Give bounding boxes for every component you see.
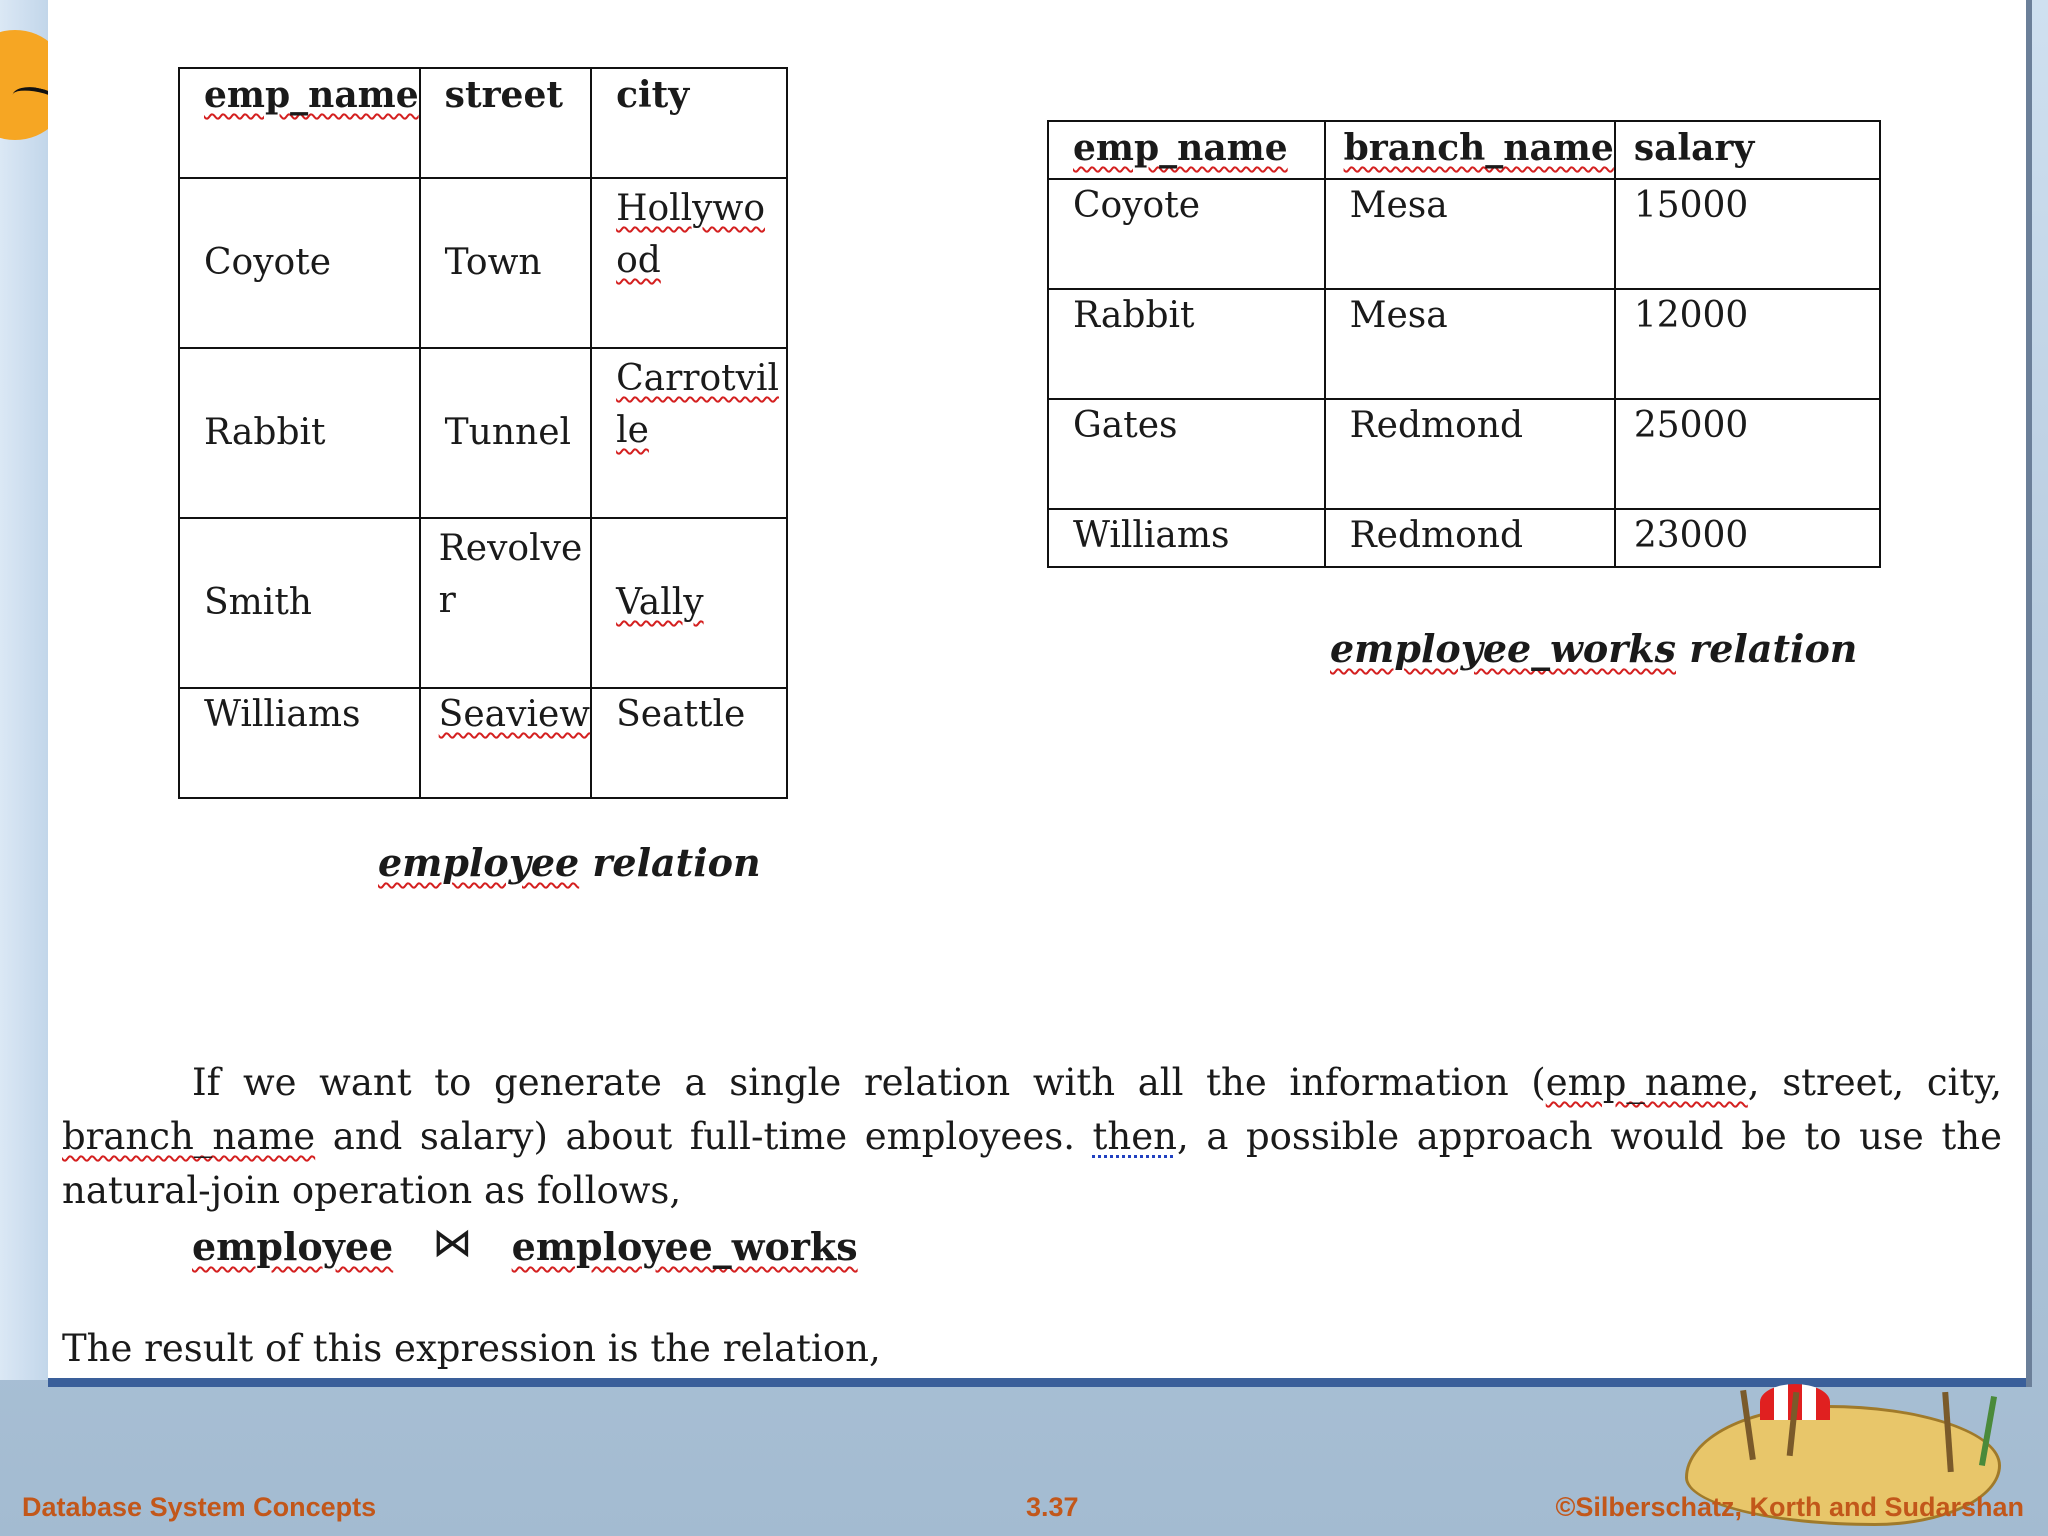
expression-right-operand: employee_works — [511, 1224, 858, 1269]
table-cell: Mesa — [1325, 289, 1615, 399]
page-bottom-rule — [48, 1378, 2026, 1387]
natural-join-icon: ⋈ — [432, 1220, 473, 1266]
column-header: branch_name — [1325, 121, 1615, 179]
table-cell: Hollywood — [591, 178, 787, 348]
table-cell: Town — [420, 178, 591, 348]
table-row — [1048, 289, 1880, 399]
column-header: city — [591, 68, 787, 178]
table-cell: Williams — [1048, 509, 1325, 567]
table-row — [1048, 179, 1880, 289]
table-cell: Revolver — [420, 518, 591, 688]
table-row — [1048, 509, 1880, 567]
column-header: emp_name — [1048, 121, 1325, 179]
table-cell: Seattle — [591, 688, 787, 798]
employee-works-table — [1047, 120, 1881, 568]
column-header: emp_name — [179, 68, 420, 178]
table-cell: Rabbit — [1048, 289, 1325, 399]
table-header-row — [1048, 121, 1880, 179]
table-cell: Smith — [179, 518, 420, 688]
table-cell: Vally — [591, 518, 787, 688]
table-cell: Seaview — [420, 688, 591, 798]
footer-copyright: ©Silberschatz, Korth and Sudarshan — [1555, 1492, 2024, 1522]
table-cell: 12000 — [1615, 289, 1880, 399]
table-cell: Williams — [179, 688, 420, 798]
footer-slide-number: 3.37 — [1026, 1492, 1079, 1522]
body-paragraph: If we want to generate a single relation with all the information (emp_name, street, city, branch_name and salary) about full-time employees. then, a possible approach would be to use the natural-join operation as follows, — [62, 1061, 2002, 1212]
caption-relation-name: employee_works — [1330, 626, 1676, 671]
table-row — [1048, 399, 1880, 509]
table-cell: 15000 — [1615, 179, 1880, 289]
table-cell: Redmond — [1325, 509, 1615, 567]
table-cell: Gates — [1048, 399, 1325, 509]
employee-table — [178, 67, 788, 799]
table-cell: 23000 — [1615, 509, 1880, 567]
column-header: street — [420, 68, 591, 178]
caption-suffix: relation — [1689, 626, 1858, 671]
caption-relation-name: employee — [378, 840, 580, 885]
table-cell: Carrotville — [591, 348, 787, 518]
table-row — [179, 178, 787, 348]
join-expression — [192, 1220, 858, 1269]
table-row — [179, 688, 787, 798]
table-cell: Tunnel — [420, 348, 591, 518]
table-header-row — [179, 68, 787, 178]
slide-background-left — [0, 0, 48, 1380]
employee-works-table-caption — [1330, 626, 1857, 671]
result-sentence: The result of this expression is the relation, — [62, 1327, 881, 1370]
table-cell: Rabbit — [179, 348, 420, 518]
page-shadow — [2026, 0, 2032, 1387]
caption-suffix: relation — [592, 840, 761, 885]
table-cell: Mesa — [1325, 179, 1615, 289]
employee-table-caption — [378, 840, 761, 885]
table-row — [179, 518, 787, 688]
table-cell: 25000 — [1615, 399, 1880, 509]
table-cell: Coyote — [1048, 179, 1325, 289]
expression-left-operand: employee — [192, 1224, 394, 1269]
footer-book-title: Database System Concepts — [22, 1492, 377, 1522]
table-cell: Coyote — [179, 178, 420, 348]
table-row — [179, 348, 787, 518]
column-header: salary — [1615, 121, 1880, 179]
table-cell: Redmond — [1325, 399, 1615, 509]
